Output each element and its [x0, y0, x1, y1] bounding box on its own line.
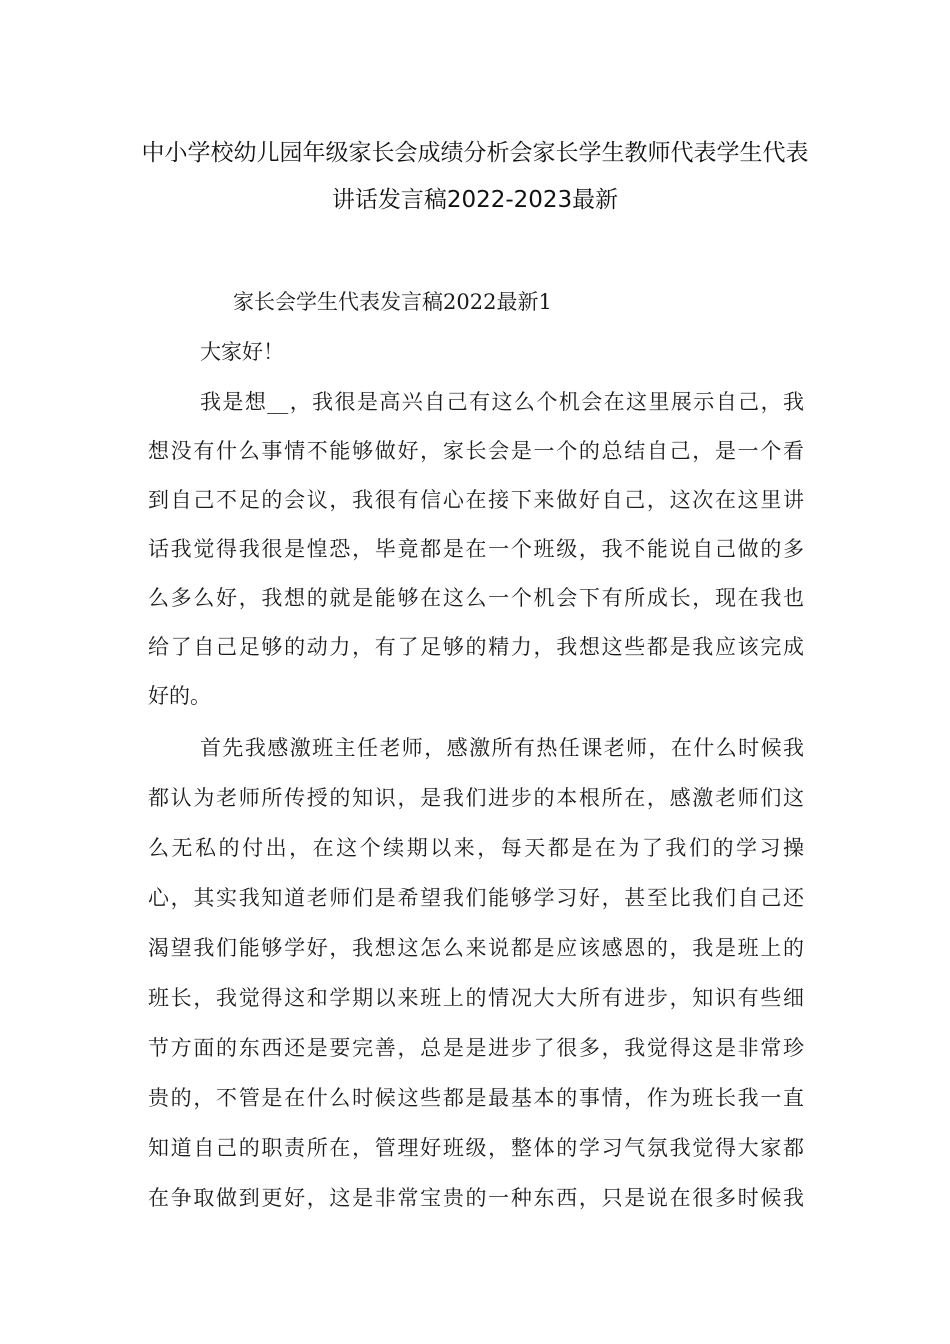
paragraph-2-line: 都认为老师所传授的知识，是我们进步的本根所在，感激老师们这 — [148, 786, 804, 810]
paragraph-2-line: 心，其实我知道老师们是希望我们能够学习好，甚至比我们自己还 — [148, 886, 804, 910]
paragraph-2-line: 首先我感激班主任老师，感激所有热任课老师，在什么时候我 — [200, 736, 804, 760]
document-title-line-1: 中小学校幼儿园年级家长会成绩分析会家长学生教师代表学生代表 — [141, 140, 809, 166]
paragraph-1-line: 话我觉得我很是惶恐，毕竟都是在一个班级，我不能说自己做的多 — [148, 537, 804, 561]
paragraph-1-line: 我是想__，我很是高兴自己有这么个机会在这里展示自己，我 — [200, 390, 804, 414]
paragraph-1-line: 么多么好，我想的就是能够在这么一个机会下有所成长，现在我也 — [148, 586, 804, 610]
paragraph-1-line: 到自己不足的会议，我很有信心在接下来做好自己，这次在这里讲 — [148, 488, 804, 512]
greeting-text: 大家好！ — [200, 340, 284, 364]
paragraph-2-line: 么无私的付出，在这个续期以来，每天都是在为了我们的学习操 — [148, 836, 804, 860]
paragraph-1-line: 给了自己足够的动力，有了足够的精力，我想这些都是我应该完成 — [148, 635, 804, 659]
document-title-line-2: 讲话发言稿2022-2023最新 — [331, 187, 619, 213]
paragraph-2-line: 班长，我觉得这和学期以来班上的情况大大所有进步，知识有些细 — [148, 986, 804, 1010]
section-subheading: 家长会学生代表发言稿2022最新1 — [233, 290, 552, 314]
paragraph-2-line: 知道自己的职责所在，管理好班级，整体的学习气氛我觉得大家都 — [148, 1136, 804, 1160]
paragraph-2-line: 在争取做到更好，这是非常宝贵的一种东西，只是说在很多时候我 — [148, 1186, 804, 1210]
paragraph-1-line: 好的。 — [148, 684, 211, 708]
paragraph-2-line: 渴望我们能够学好，我想这怎么来说都是应该感恩的，我是班上的 — [148, 936, 804, 960]
paragraph-2-line: 贵的，不管是在什么时候这些都是最基本的事情，作为班长我一直 — [148, 1086, 804, 1110]
paragraph-2-line: 节方面的东西还是要完善，总是是进步了很多，我觉得这是非常珍 — [148, 1036, 804, 1060]
paragraph-1-line: 想没有什么事情不能够做好，家长会是一个的总结自己，是一个看 — [148, 439, 804, 463]
